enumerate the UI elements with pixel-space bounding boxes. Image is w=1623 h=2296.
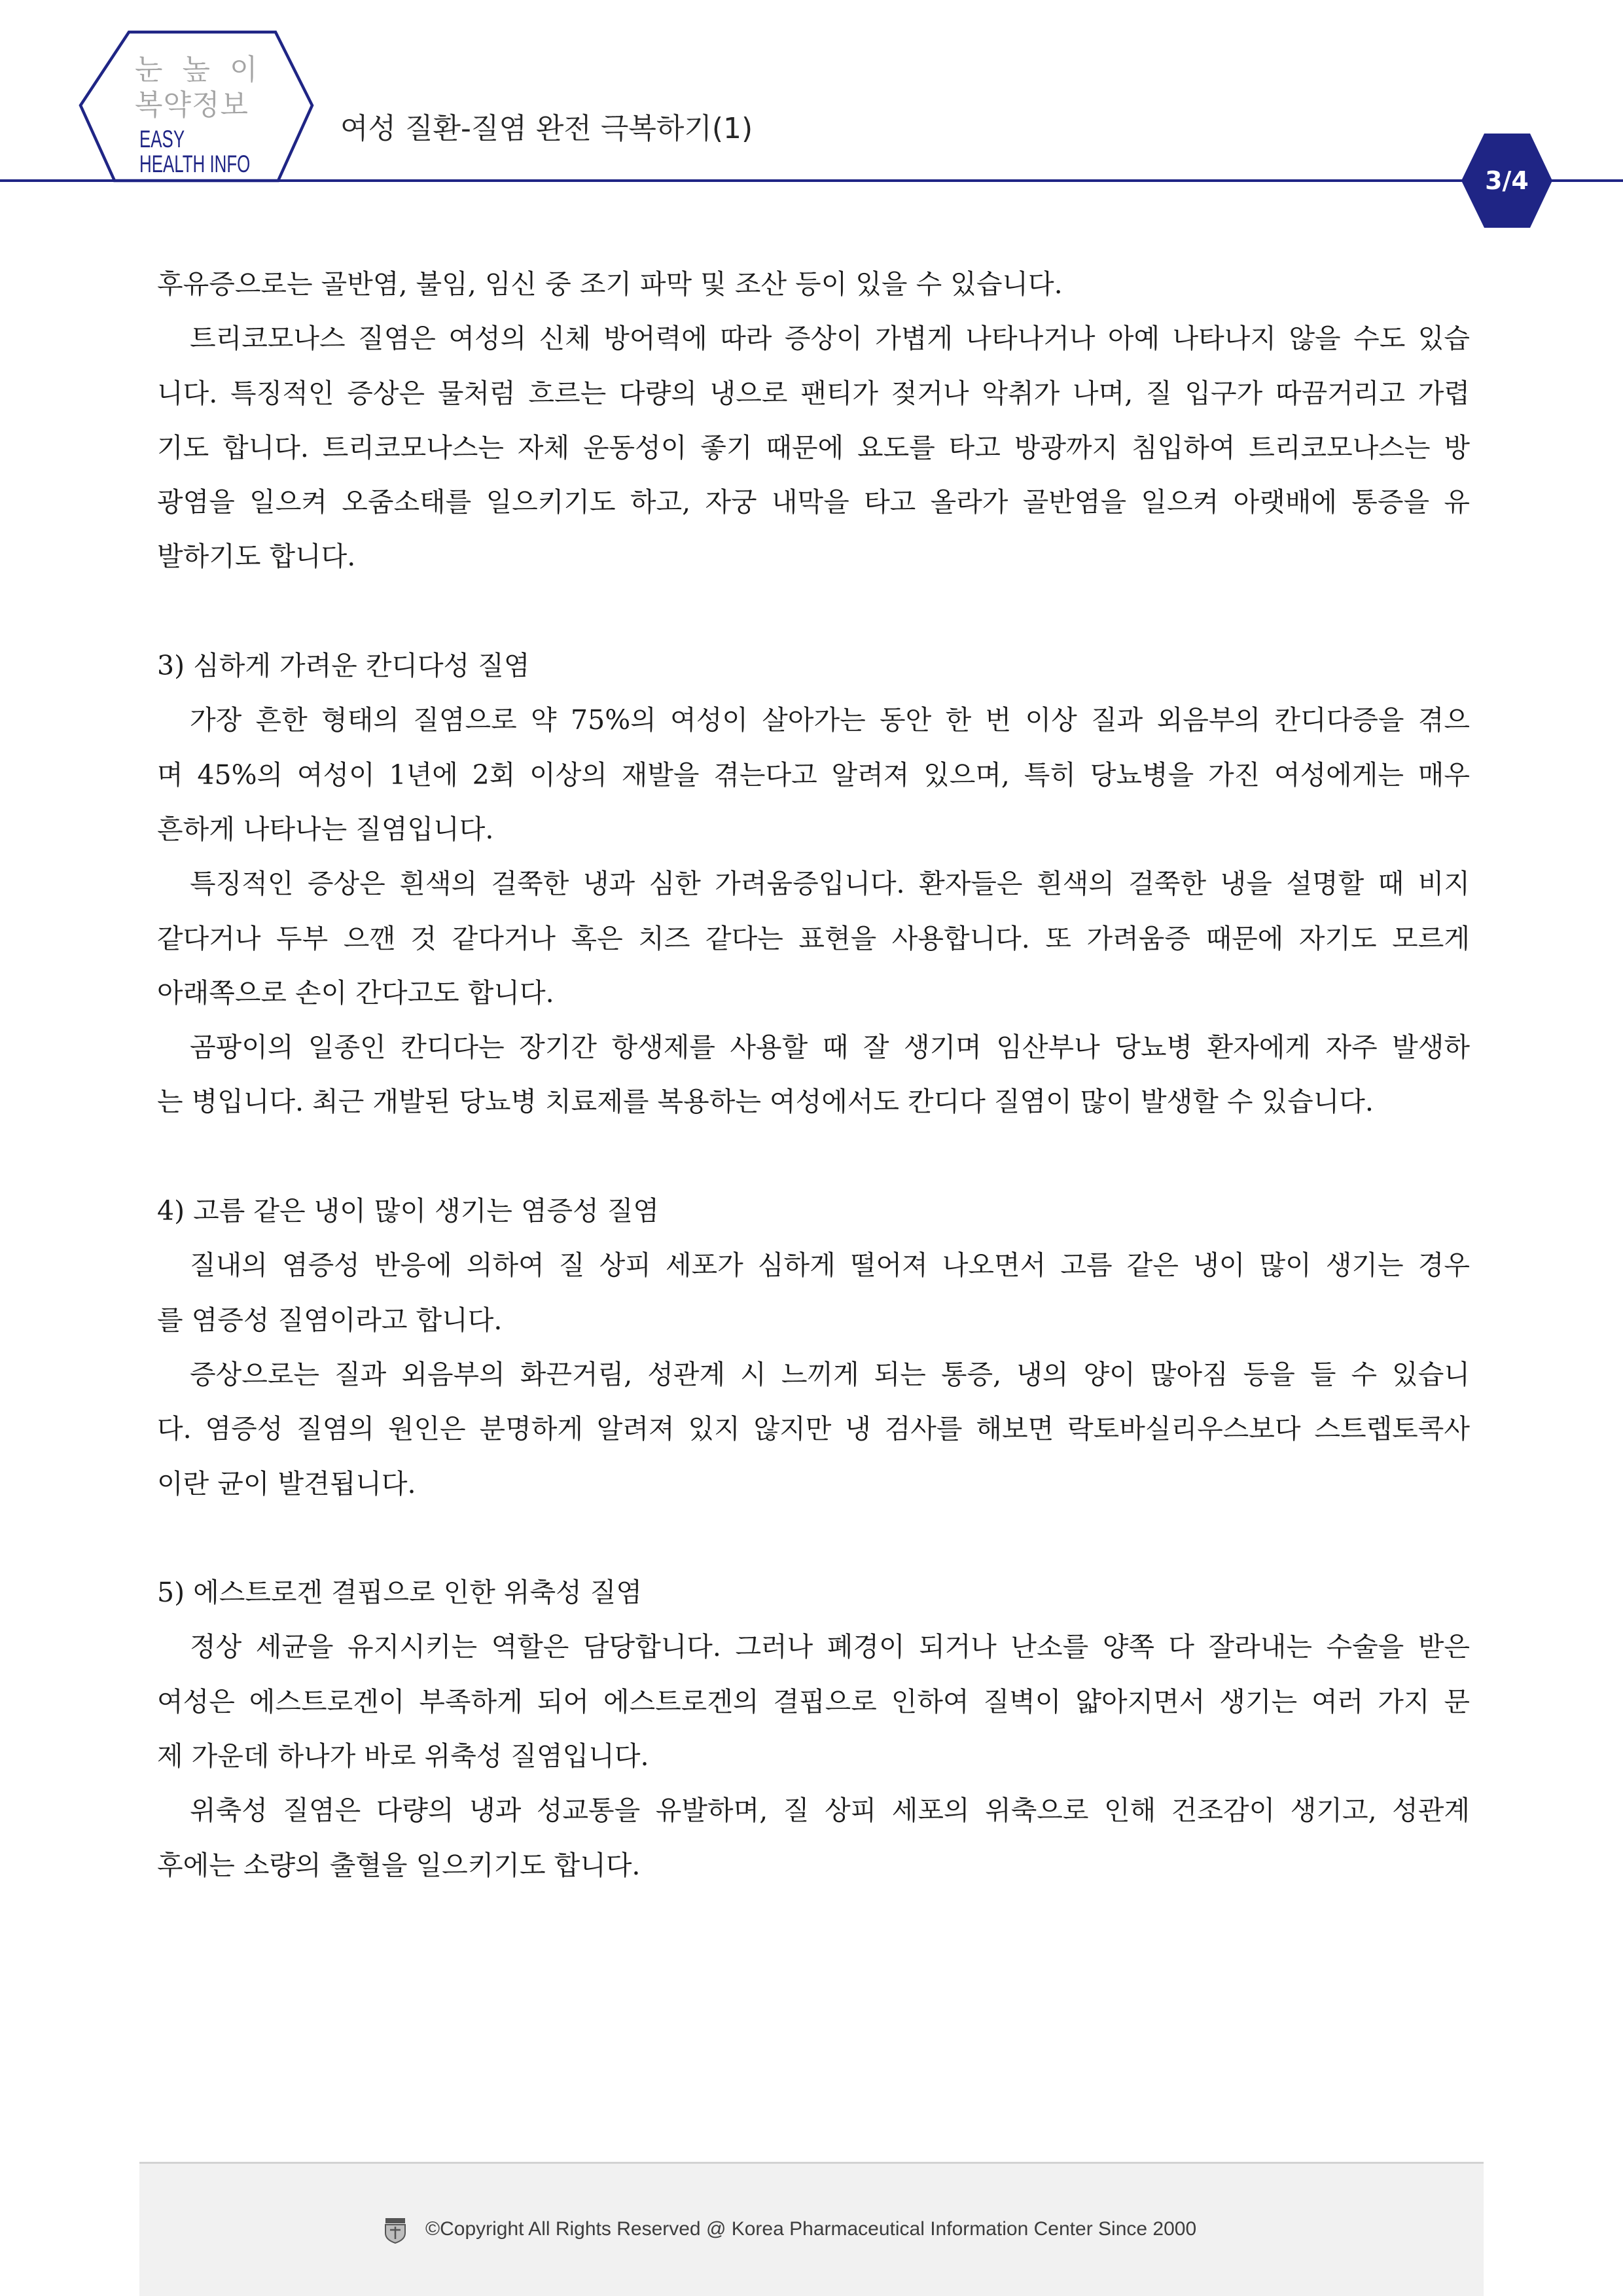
paragraph-line: 특징적인 증상은 흰색의 걸쭉한 냉과 심한 가려움증입니다. 환자들은 흰색의 걸쭉한 냉을 설명할 때 비지 [190, 868, 1470, 900]
paragraph-line: 이란 균이 발견됩니다. [157, 1467, 416, 1499]
section-heading: 4) 고름 같은 냉이 많이 생기는 염증성 질염 [157, 1195, 660, 1227]
paragraph [157, 693, 1470, 857]
paragraph-line: 후에는 소량의 출혈을 일으키기도 합니다. [157, 1849, 641, 1881]
paragraph [157, 1348, 1470, 1511]
paragraph-line: 기도 합니다. 트리코모나스는 자체 운동성이 좋기 때문에 요도를 타고 방광까지 침입하여 트리코모나스는 방 [157, 431, 1470, 463]
paragraph-line: 증상으로는 질과 외음부의 화끈거림, 성관계 시 느끼게 되는 통증, 냉의 양이 많아짐 등을 들 수 있습니 [190, 1358, 1470, 1390]
paragraph [157, 857, 1470, 1020]
paragraph-line: 같다거나 두부 으깬 것 같다거나 혹은 치즈 같다는 표현을 사용합니다. 또 가려움증 때문에 자기도 모르게 [157, 922, 1470, 954]
section-inflammatory-vaginitis [157, 1184, 1470, 1511]
logo-text-line: 복약정보 [135, 88, 249, 122]
paragraph-line: 광염을 일으켜 오줌소태를 일으키기도 하고, 자궁 내막을 타고 올라가 골반염을 일으켜 아랫배에 통증을 유 [157, 486, 1470, 518]
paragraph-line: 후유증으로는 골반염, 불임, 임신 중 조기 파막 및 조산 등이 있을 수 있습니다. [157, 268, 1063, 300]
copyright-text: ©Copyright All Rights Reserved @ Korea Pharmaceutical Information Center Since 2000 [425, 2218, 1197, 2240]
paragraph-line: 제 가운데 하나가 바로 위축성 질염입니다. [157, 1740, 649, 1772]
paragraph-line: 를 염증성 질염이라고 합니다. [157, 1304, 503, 1336]
paragraph-line: 질내의 염증성 반응에 의하여 질 상피 세포가 심하게 떨어져 나오면서 고름 같은 냉이 많이 생기는 경우 [190, 1249, 1470, 1282]
paragraph-line: 트리코모나스 질염은 여성의 신체 방어력에 따라 증상이 가볍게 나타나거나 아예 나타나지 않을 수도 있습 [190, 323, 1470, 355]
section-heading: 5) 에스트로겐 결핍으로 인한 위축성 질염 [157, 1577, 642, 1609]
paragraph-line: 아래쪽으로 손이 간다고도 합니다. [157, 977, 554, 1009]
paragraph [157, 1020, 1470, 1130]
footer-band [139, 2162, 1484, 2296]
paragraph-line: 가장 흔한 형태의 질염으로 약 75%의 여성이 살아가는 동안 한 번 이상 질과 외음부의 칸디다증을 겪으 [190, 704, 1470, 736]
paragraph-line: 며 45%의 여성이 1년에 2회 이상의 재발을 겪는다고 알려져 있으며, 특히 당뇨병을 가진 여성에게는 매우 [157, 759, 1470, 791]
paragraph-line: 위축성 질염은 다량의 냉과 성교통을 유발하며, 질 상피 세포의 위축으로 인해 건조감이 생기고, 성관계 [190, 1795, 1470, 1827]
header-decoration [0, 0, 1623, 249]
paragraph-line: 여성은 에스트로겐이 부족하게 되어 에스트로겐의 결핍으로 인하여 질벽이 얇아지면서 생기는 여러 가지 문 [157, 1685, 1470, 1717]
paragraph-line: 다. 염증성 질염의 원인은 분명하게 알려져 있지 않지만 냉 검사를 해보면 락토바실리우스보다 스트렙토콕사 [157, 1413, 1470, 1445]
paragraph [157, 312, 1470, 584]
section-candida-vaginitis [157, 639, 1470, 1130]
paragraph [157, 1620, 1470, 1784]
paragraph [157, 1238, 1470, 1348]
article-body [157, 257, 1470, 1893]
paragraph-line: 정상 세균을 유지시키는 역할은 담당합니다. 그러나 폐경이 되거나 난소를 양쪽 다 잘라내는 수술을 받은 [190, 1631, 1470, 1663]
paragraph-line: 는 병입니다. 최근 개발된 당뇨병 치료제를 복용하는 여성에서도 칸디다 질염이 많이 발생할 수 있습니다. [157, 1086, 1374, 1118]
logo-text-line: EASY [139, 126, 185, 152]
section-atrophic-vaginitis [157, 1566, 1470, 1893]
page-title: 여성 질환-질염 완전 극복하기(1) [340, 112, 753, 145]
paragraph-line: 곰팡이의 일종인 칸디다는 장기간 항생제를 사용할 때 잘 생기며 임산부나 당뇨병 환자에게 자주 발생하 [190, 1031, 1470, 1064]
logo-text-line: HEALTH INFO [139, 151, 251, 177]
center-emblem-icon [384, 2217, 406, 2244]
page-number: 3/4 [1485, 166, 1529, 195]
paragraph [157, 257, 1470, 312]
paragraph-line: 발하기도 합니다. [157, 541, 356, 573]
paragraph-line: 흔하게 나타나는 질염입니다. [157, 813, 494, 845]
paragraph-line: 니다. 특징적인 증상은 물처럼 흐르는 다량의 냉으로 팬티가 젖거나 악취가 나며, 질 입구가 따끔거리고 가렵 [157, 377, 1470, 409]
logo-text-line: 눈 높 이 [135, 53, 263, 86]
section-heading: 3) 심하게 가려운 칸디다성 질염 [157, 650, 530, 682]
paragraph [157, 1784, 1470, 1893]
